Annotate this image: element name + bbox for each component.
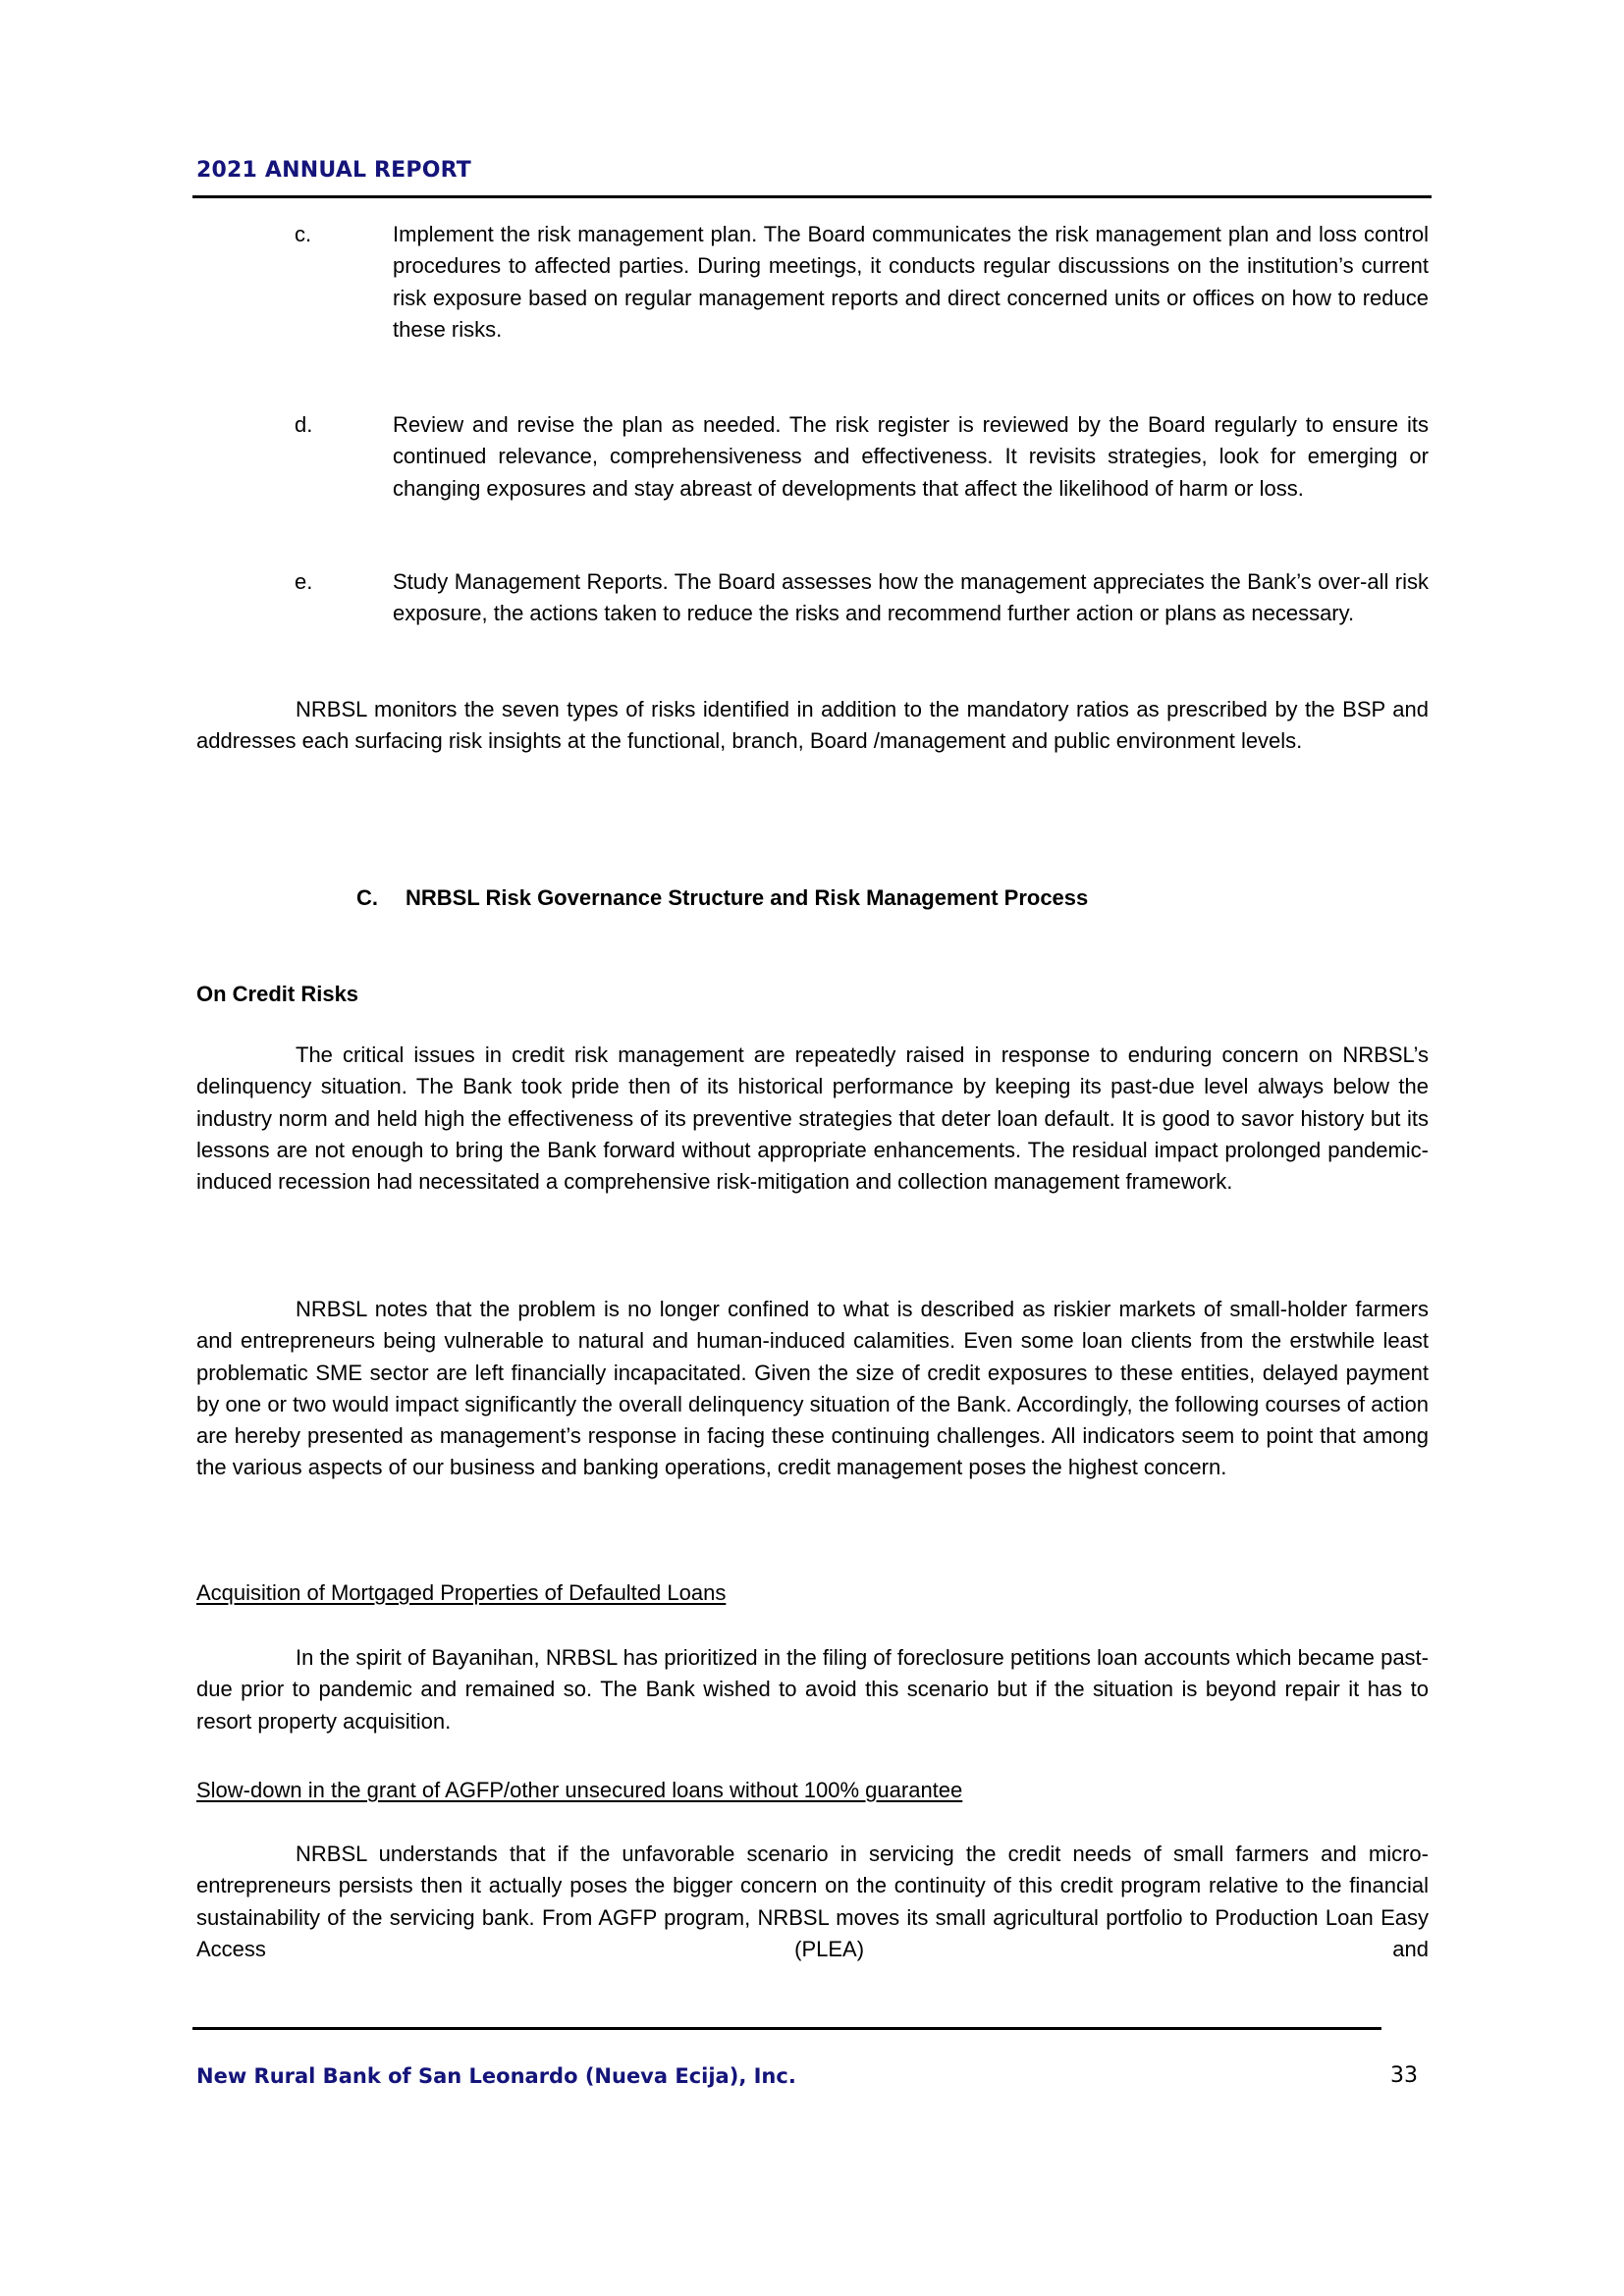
- footer-rule: [192, 2027, 1381, 2030]
- section-heading: [356, 882, 1088, 914]
- subheading-credit-risks: On Credit Risks: [196, 982, 359, 1006]
- list-item-text: Study Management Reports. The Board assesses how the management appreciates the Bank’s over-all risk exposure, the actions taken to reduce the risks and recommend further action or plans as necessary.: [393, 569, 1429, 626]
- paragraph-notes: [196, 1294, 1429, 1484]
- paragraph-understands: [196, 1839, 1429, 1965]
- header-rule: [192, 195, 1432, 198]
- section-letter: C.: [356, 885, 378, 910]
- list-item-e-text: [393, 566, 1429, 630]
- list-item-label-d: d.: [295, 412, 313, 437]
- paragraph-bayanihan: [196, 1642, 1429, 1737]
- section-title: NRBSL Risk Governance Structure and Risk Management Process: [406, 885, 1089, 910]
- list-item-d-text: [393, 409, 1429, 505]
- paragraph-text: NRBSL monitors the seven types of risks identified in addition to the mandatory ratios as prescribed by the BSP and addresses each surfacing risk insights at the functional, branch, Board /management and public environment levels.: [196, 697, 1429, 754]
- page-number: 33: [1390, 2063, 1418, 2088]
- paragraph-text: NRBSL understands that if the unfavorable scenario in servicing the credit needs of small farmers and micro-entrepreneurs persists then it actually poses the bigger concern on the continuity of this credit program relative to the financial sustainability of the servicing bank. From AGFP program, NRBSL moves its small agricultural portfolio to Production Loan Easy Access (PLEA) and: [196, 1842, 1429, 1961]
- list-item-text: Review and revise the plan as needed. The risk register is reviewed by the Board regularly to ensure its continued relevance, comprehensiveness and effectiveness. It revisits strategies, look for emerging or changing exposures and stay abreast of developments that affect the likelihood of harm or loss.: [393, 412, 1429, 501]
- paragraph-monitors: [196, 694, 1429, 758]
- list-item-c-text: [393, 219, 1429, 346]
- list-item-label-e: e.: [295, 569, 313, 594]
- paragraph-critical-issues: [196, 1040, 1429, 1198]
- subheading-slowdown: Slow-down in the grant of AGFP/other unsecured loans without 100% guarantee: [196, 1778, 963, 1802]
- paragraph-text: In the spirit of Bayanihan, NRBSL has prioritized in the filing of foreclosure petitions loan accounts which became past-due prior to pandemic and remained so. The Bank wished to avoid this scenario but if the situation is beyond repair it has to resort property acquisition.: [196, 1645, 1429, 1734]
- report-header-title: 2021 ANNUAL REPORT: [196, 158, 471, 183]
- paragraph-text: NRBSL notes that the problem is no longer confined to what is described as riskier markets of small-holder farmers and entrepreneurs being vulnerable to natural and human-induced calamities. Even some loan clients from the erstwhile least problematic SME sector are left financially incapacitated. Given the size of credit exposures to these entities, delayed payment by one or two would impact significantly the overall delinquency situation of the Bank. Accordingly, the following courses of action are hereby presented as management’s response in facing these continuing challenges. All indicators seem to point that among the various aspects of our business and banking operations, credit management poses the highest concern.: [196, 1297, 1429, 1480]
- list-item-label-c: c.: [295, 222, 312, 246]
- subheading-acquisition: Acquisition of Mortgaged Properties of Defaulted Loans: [196, 1580, 727, 1605]
- paragraph-text: The critical issues in credit risk management are repeatedly raised in response to enduring concern on NRBSL’s delinquency situation. The Bank took pride then of its historical performance by keeping its past-due level always below the industry norm and held high the effectiveness of its preventive strategies that deter loan default. It is good to savor history but its lessons are not enough to bring the Bank forward without appropriate enhancements. The residual impact prolonged pandemic-induced recession had necessitated a comprehensive risk-mitigation and collection management framework.: [196, 1042, 1429, 1195]
- footer-bank-name: New Rural Bank of San Leonardo (Nueva Ecija), Inc.: [196, 2064, 796, 2088]
- list-item-text: Implement the risk management plan. The Board communicates the risk management plan and loss control procedures to affected parties. During meetings, it conducts regular discussions on the institution’s current risk exposure based on regular management reports and direct concerned units or offices on how to reduce these risks.: [393, 222, 1429, 342]
